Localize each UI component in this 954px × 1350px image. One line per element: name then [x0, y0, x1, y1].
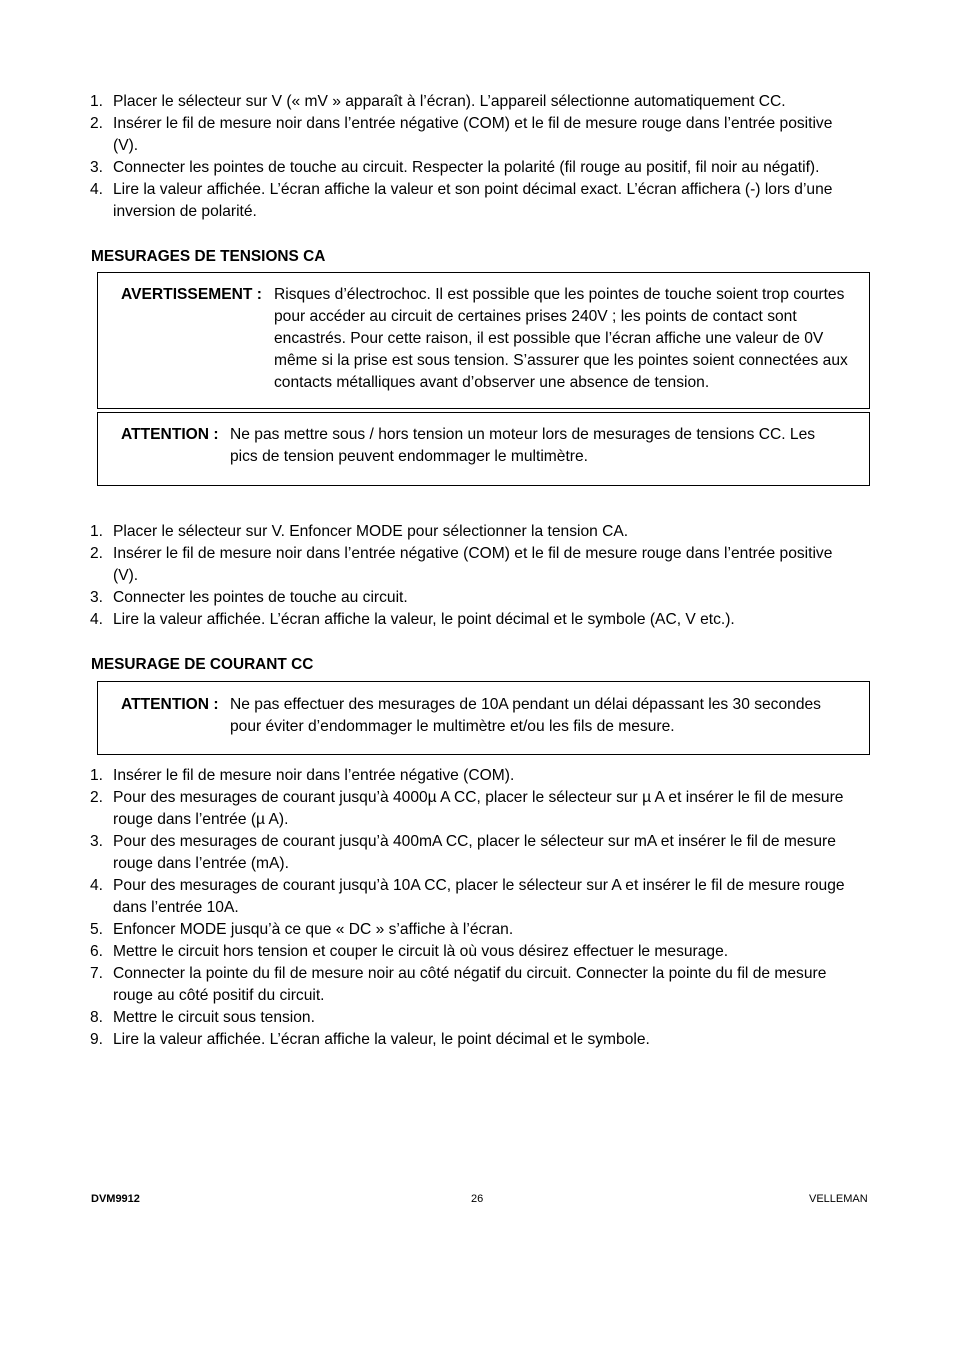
list-item-text: Lire la valeur affichée. L’écran affiche la valeur, le point décimal et le symbole.: [113, 1031, 650, 1048]
warning-label: AVERTISSEMENT :: [121, 286, 262, 303]
list-item-text: Enfoncer MODE jusqu’à ce que « DC » s’affiche à l’écran.: [113, 921, 514, 938]
section-heading-ac-voltage: MESURAGES DE TENSIONS CA: [91, 248, 326, 265]
list-item-text: Pour des mesurages de courant jusqu’à 10A CC, placer le sélecteur sur A et insérer le fil de mesure rouge dans l’entrée 10A.: [113, 877, 845, 916]
dc-current-steps-list: [90, 765, 860, 1051]
list-item-number: 6.: [90, 943, 104, 960]
list-item: [90, 587, 860, 609]
list-item: [90, 113, 860, 157]
list-item-text: Pour des mesurages de courant jusqu’à 400mA CC, placer le sélecteur sur mA et insérer le fil de mesure rouge dans l’entrée (mA).: [113, 833, 836, 872]
list-item: [90, 765, 860, 787]
list-item-text: Connecter les pointes de touche au circuit.: [113, 589, 408, 606]
dc-voltage-steps-list: [90, 91, 860, 223]
list-item-number: 2.: [90, 545, 104, 562]
list-item-text: Connecter les pointes de touche au circuit. Respecter la polarité (fil rouge au positif, fil noir au négatif).: [113, 159, 820, 176]
list-item-number: 3.: [90, 589, 104, 606]
list-item: [90, 91, 860, 113]
list-item-number: 2.: [90, 115, 104, 132]
list-item: [90, 543, 860, 587]
caution-text: Ne pas mettre sous / hors tension un moteur lors de mesurages de tensions CC. Les pics de tension peuvent endommager le multimètre.: [230, 426, 816, 465]
list-item-number: 3.: [90, 833, 104, 850]
list-item: [90, 787, 860, 831]
list-item-text: Placer le sélecteur sur V. Enfoncer MODE pour sélectionner la tension CA.: [113, 523, 629, 540]
list-item: [90, 179, 860, 223]
section-heading-dc-current: MESURAGE DE COURANT CC: [91, 656, 314, 673]
list-item-text: Insérer le fil de mesure noir dans l’entrée négative (COM).: [113, 767, 515, 784]
list-item-number: 7.: [90, 965, 104, 982]
list-item: [90, 1007, 860, 1029]
list-item: [90, 1029, 860, 1051]
warning-text: Risques d’électrochoc. Il est possible que les pointes de touche soient trop courtes pour accéder au circuit de certaines prises 240V ; les points de contact sont encastrés. Pour cette raison, il est possible que l’écran affiche une valeur de 0V même si la prise est sous tension. S’assurer que les pointes soient connectées aux contacts métalliques avant d’observer une absence de tension.: [274, 286, 848, 391]
list-item-text: Placer le sélecteur sur V (« mV » apparaît à l’écran). L’appareil sélectionne automatiquement CC.: [113, 93, 786, 110]
caution-text: Ne pas effectuer des mesurages de 10A pendant un délai dépassant les 30 secondes pour éviter d’endommager le multimètre et/ou les fils de mesure.: [230, 696, 821, 735]
list-item-text: Mettre le circuit sous tension.: [113, 1009, 315, 1026]
list-item: [90, 609, 860, 631]
list-item-text: Lire la valeur affichée. L’écran affiche la valeur, le point décimal et le symbole (AC, V etc.).: [113, 611, 735, 628]
list-item-number: 2.: [90, 789, 104, 806]
list-item: [90, 963, 860, 1007]
footer-model: DVM9912: [91, 1193, 140, 1205]
list-item-text: Lire la valeur affichée. L’écran affiche la valeur et son point décimal exact. L’écran affichera (-) lors d’une inversion de polarité.: [113, 181, 833, 220]
list-item-number: 4.: [90, 877, 104, 894]
caution-box-motor: [97, 412, 870, 486]
warning-box: [97, 272, 870, 409]
list-item-number: 1.: [90, 767, 104, 784]
list-item: [90, 831, 860, 875]
list-item-text: Connecter la pointe du fil de mesure noir au côté négatif du circuit. Connecter la pointe du fil de mesure rouge au côté positif du circuit.: [113, 965, 827, 1004]
list-item-number: 1.: [90, 93, 104, 110]
list-item: [90, 919, 860, 941]
list-item-number: 1.: [90, 523, 104, 540]
footer-page-number: 26: [471, 1193, 484, 1205]
list-item: [90, 941, 860, 963]
list-item-number: 4.: [90, 611, 104, 628]
list-item-text: Insérer le fil de mesure noir dans l’entrée négative (COM) et le fil de mesure rouge dans l’entrée positive (V).: [113, 545, 833, 584]
list-item: [90, 157, 860, 179]
list-item-text: Pour des mesurages de courant jusqu’à 4000µ A CC, placer le sélecteur sur µ A et insérer le fil de mesure rouge dans l’entrée (µ A).: [113, 789, 844, 828]
caution-label: ATTENTION :: [121, 696, 219, 713]
list-item: [90, 875, 860, 919]
footer-brand: VELLEMAN: [809, 1193, 868, 1205]
list-item-text: Mettre le circuit hors tension et couper le circuit là où vous désirez effectuer le mesurage.: [113, 943, 729, 960]
ac-voltage-steps-list: [90, 521, 860, 631]
list-item-text: Insérer le fil de mesure noir dans l’entrée négative (COM) et le fil de mesure rouge dans l’entrée positive (V).: [113, 115, 833, 154]
list-item: [90, 521, 860, 543]
list-item-number: 9.: [90, 1031, 104, 1048]
caution-label: ATTENTION :: [121, 426, 219, 443]
caution-box-10a: [97, 681, 870, 755]
list-item-number: 5.: [90, 921, 104, 938]
list-item-number: 3.: [90, 159, 104, 176]
list-item-number: 4.: [90, 181, 104, 198]
list-item-number: 8.: [90, 1009, 104, 1026]
